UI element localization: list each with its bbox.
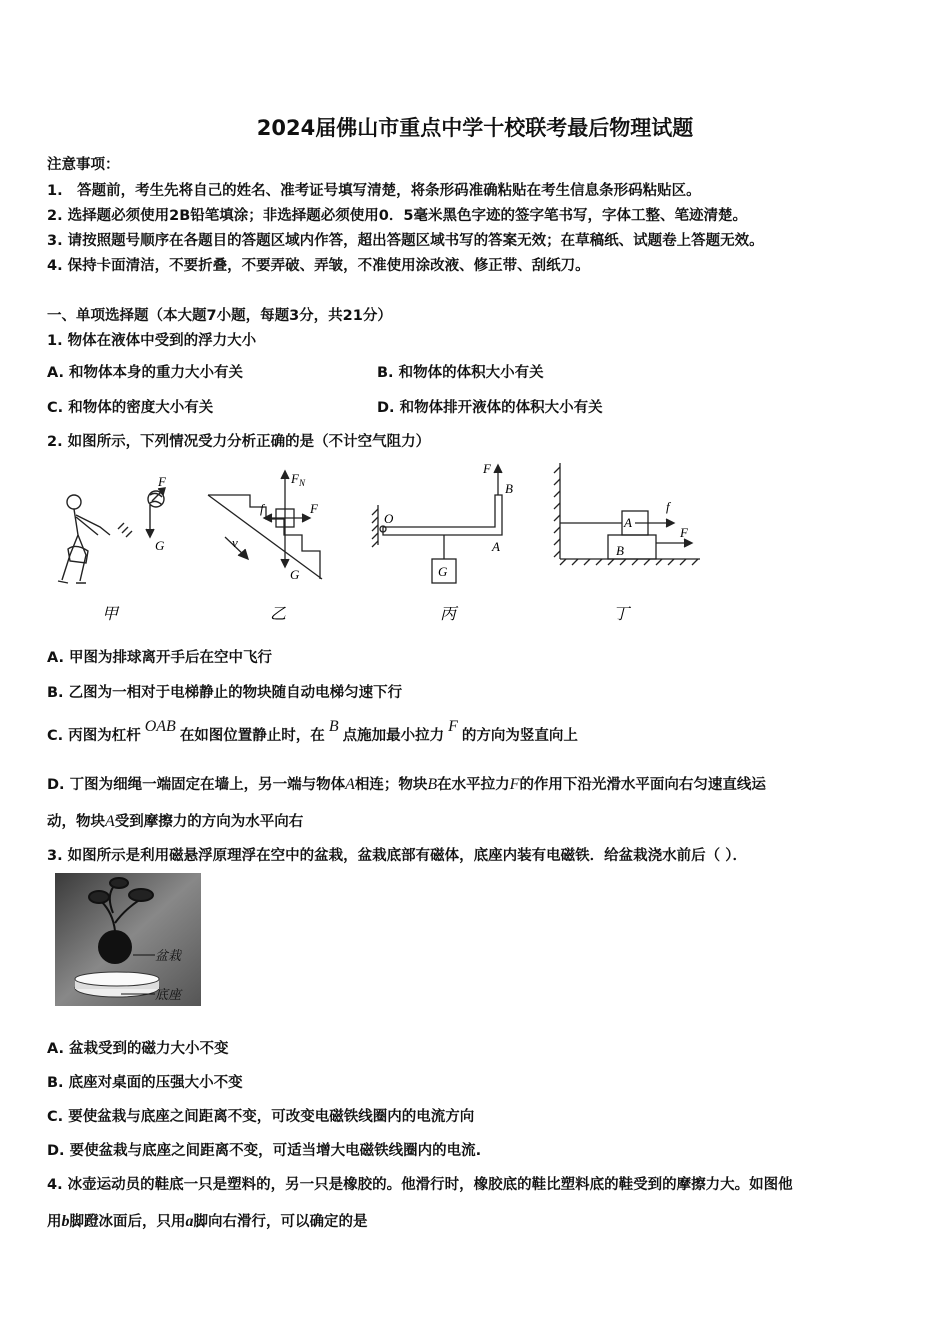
page-title: 2024届佛山市重点中学十校联考最后物理试题 — [256, 116, 694, 140]
notice-item: 2. 选择题必须使用2B铅笔填涂；非选择题必须使用0．5毫米黑色字迹的签字笔书写，字体工整、笔迹清楚。 — [47, 208, 747, 224]
photo-label-base: 底座 — [155, 987, 182, 1002]
q2-option-b: B. 乙图为一相对于电梯静止的物块随自动电梯匀速下行 — [47, 685, 403, 701]
fig-label-f: F — [158, 474, 166, 489]
q2-option-c: C. 丙图为杠杆OAB在如图位置静止时，在B点施加最小拉力F的方向为竖直向上 — [47, 718, 578, 744]
q1-option-c: C. 和物体的密度大小有关 — [47, 400, 214, 416]
fig-label-g: G — [290, 567, 300, 582]
q3-option-b: B. 底座对桌面的压强大小不变 — [47, 1075, 243, 1091]
fig-label-f: F — [680, 525, 688, 540]
notice-heading: 注意事项： — [47, 157, 120, 173]
figure-jia-volleyball — [58, 488, 165, 583]
caption-yi: 乙 — [270, 606, 287, 623]
caption-jia: 甲 — [102, 606, 119, 623]
q2-option-d-line2: 动，物块A受到摩擦力的方向为水平向右 — [47, 813, 304, 830]
q4-line2: 用b脚蹬冰面后，只用a脚向右滑行，可以确定的是 — [47, 1213, 368, 1230]
fig-label-f-small: f — [260, 501, 264, 516]
q2-option-d-line1: D. 丁图为细绳一端固定在墙上，另一端与物体A相连；物块B在水平拉力F的作用下沿光滑水平面向右匀速直线运 — [47, 776, 766, 793]
q3-stem: 3. 如图所示是利用磁悬浮原理浮在空中的盆栽，盆栽底部有磁体，底座内装有电磁铁．给盆栽浇水前后（ ）． — [47, 848, 747, 864]
q1-option-d: D. 和物体排开液体的体积大小有关 — [377, 400, 603, 416]
q3-option-c: C. 要使盆栽与底座之间距离不变，可改变电磁铁线圈内的电流方向 — [47, 1109, 475, 1125]
notice-item: 1. 答题前，考生先将自己的姓名、准考证号填写清楚，将条形码准确粘贴在考生信息条形码粘贴区。 — [47, 183, 701, 199]
q3-photo — [55, 873, 201, 1006]
fig-label-v: v — [232, 535, 238, 550]
q3-option-d: D. 要使盆栽与底座之间距离不变，可适当增大电磁铁线圈内的电流. — [47, 1143, 482, 1159]
fig-label-b: B — [505, 481, 513, 496]
fig-label-g: G — [438, 564, 448, 579]
q3-option-a: A. 盆栽受到的磁力大小不变 — [47, 1041, 229, 1057]
fig-label-f: F — [483, 461, 491, 476]
q2-option-a: A. 甲图为排球离开手后在空中飞行 — [47, 650, 273, 666]
fig-label-g: G — [155, 538, 165, 553]
fig-label-f: F — [310, 501, 318, 516]
q1-option-a: A. 和物体本身的重力大小有关 — [47, 365, 244, 381]
q4-line1: 4. 冰壶运动员的鞋底一只是塑料的，另一只是橡胶的。他滑行时，橡胶底的鞋比塑料底的鞋受到的摩擦力大。如图他 — [47, 1177, 793, 1193]
fig-label-f-small: f — [666, 499, 670, 514]
photo-label-bonsai: 盆栽 — [155, 948, 182, 963]
fig-label-b: B — [616, 543, 624, 558]
notice-item: 4. 保持卡面清洁，不要折叠，不要弄破、弄皱，不准使用涂改液、修正带、刮纸刀。 — [47, 258, 590, 274]
bonsai-pot — [98, 930, 132, 964]
figure-ding-blocks — [554, 463, 700, 565]
section-heading: 一、单项选择题（本大题7小题，每题3分，共21分） — [47, 308, 392, 324]
fig-label-a: A — [624, 515, 632, 530]
caption-ding: 丁 — [613, 606, 630, 623]
fig-label-fn: $F_N$ — [291, 471, 305, 488]
fig-label-o: O — [384, 511, 394, 526]
q1-stem: 1. 物体在液体中受到的浮力大小 — [47, 333, 257, 349]
q1-option-b: B. 和物体的体积大小有关 — [377, 365, 544, 381]
q2-figure — [40, 455, 710, 630]
q2-stem: 2. 如图所示，下列情况受力分析正确的是（不计空气阻力） — [47, 434, 431, 450]
notice-item: 3. 请按照题号顺序在各题目的答题区域内作答，超出答题区域书写的答案无效；在草稿纸、试题卷上答题无效。 — [47, 233, 764, 249]
caption-bing: 丙 — [440, 606, 457, 623]
fig-label-a: A — [492, 539, 500, 554]
